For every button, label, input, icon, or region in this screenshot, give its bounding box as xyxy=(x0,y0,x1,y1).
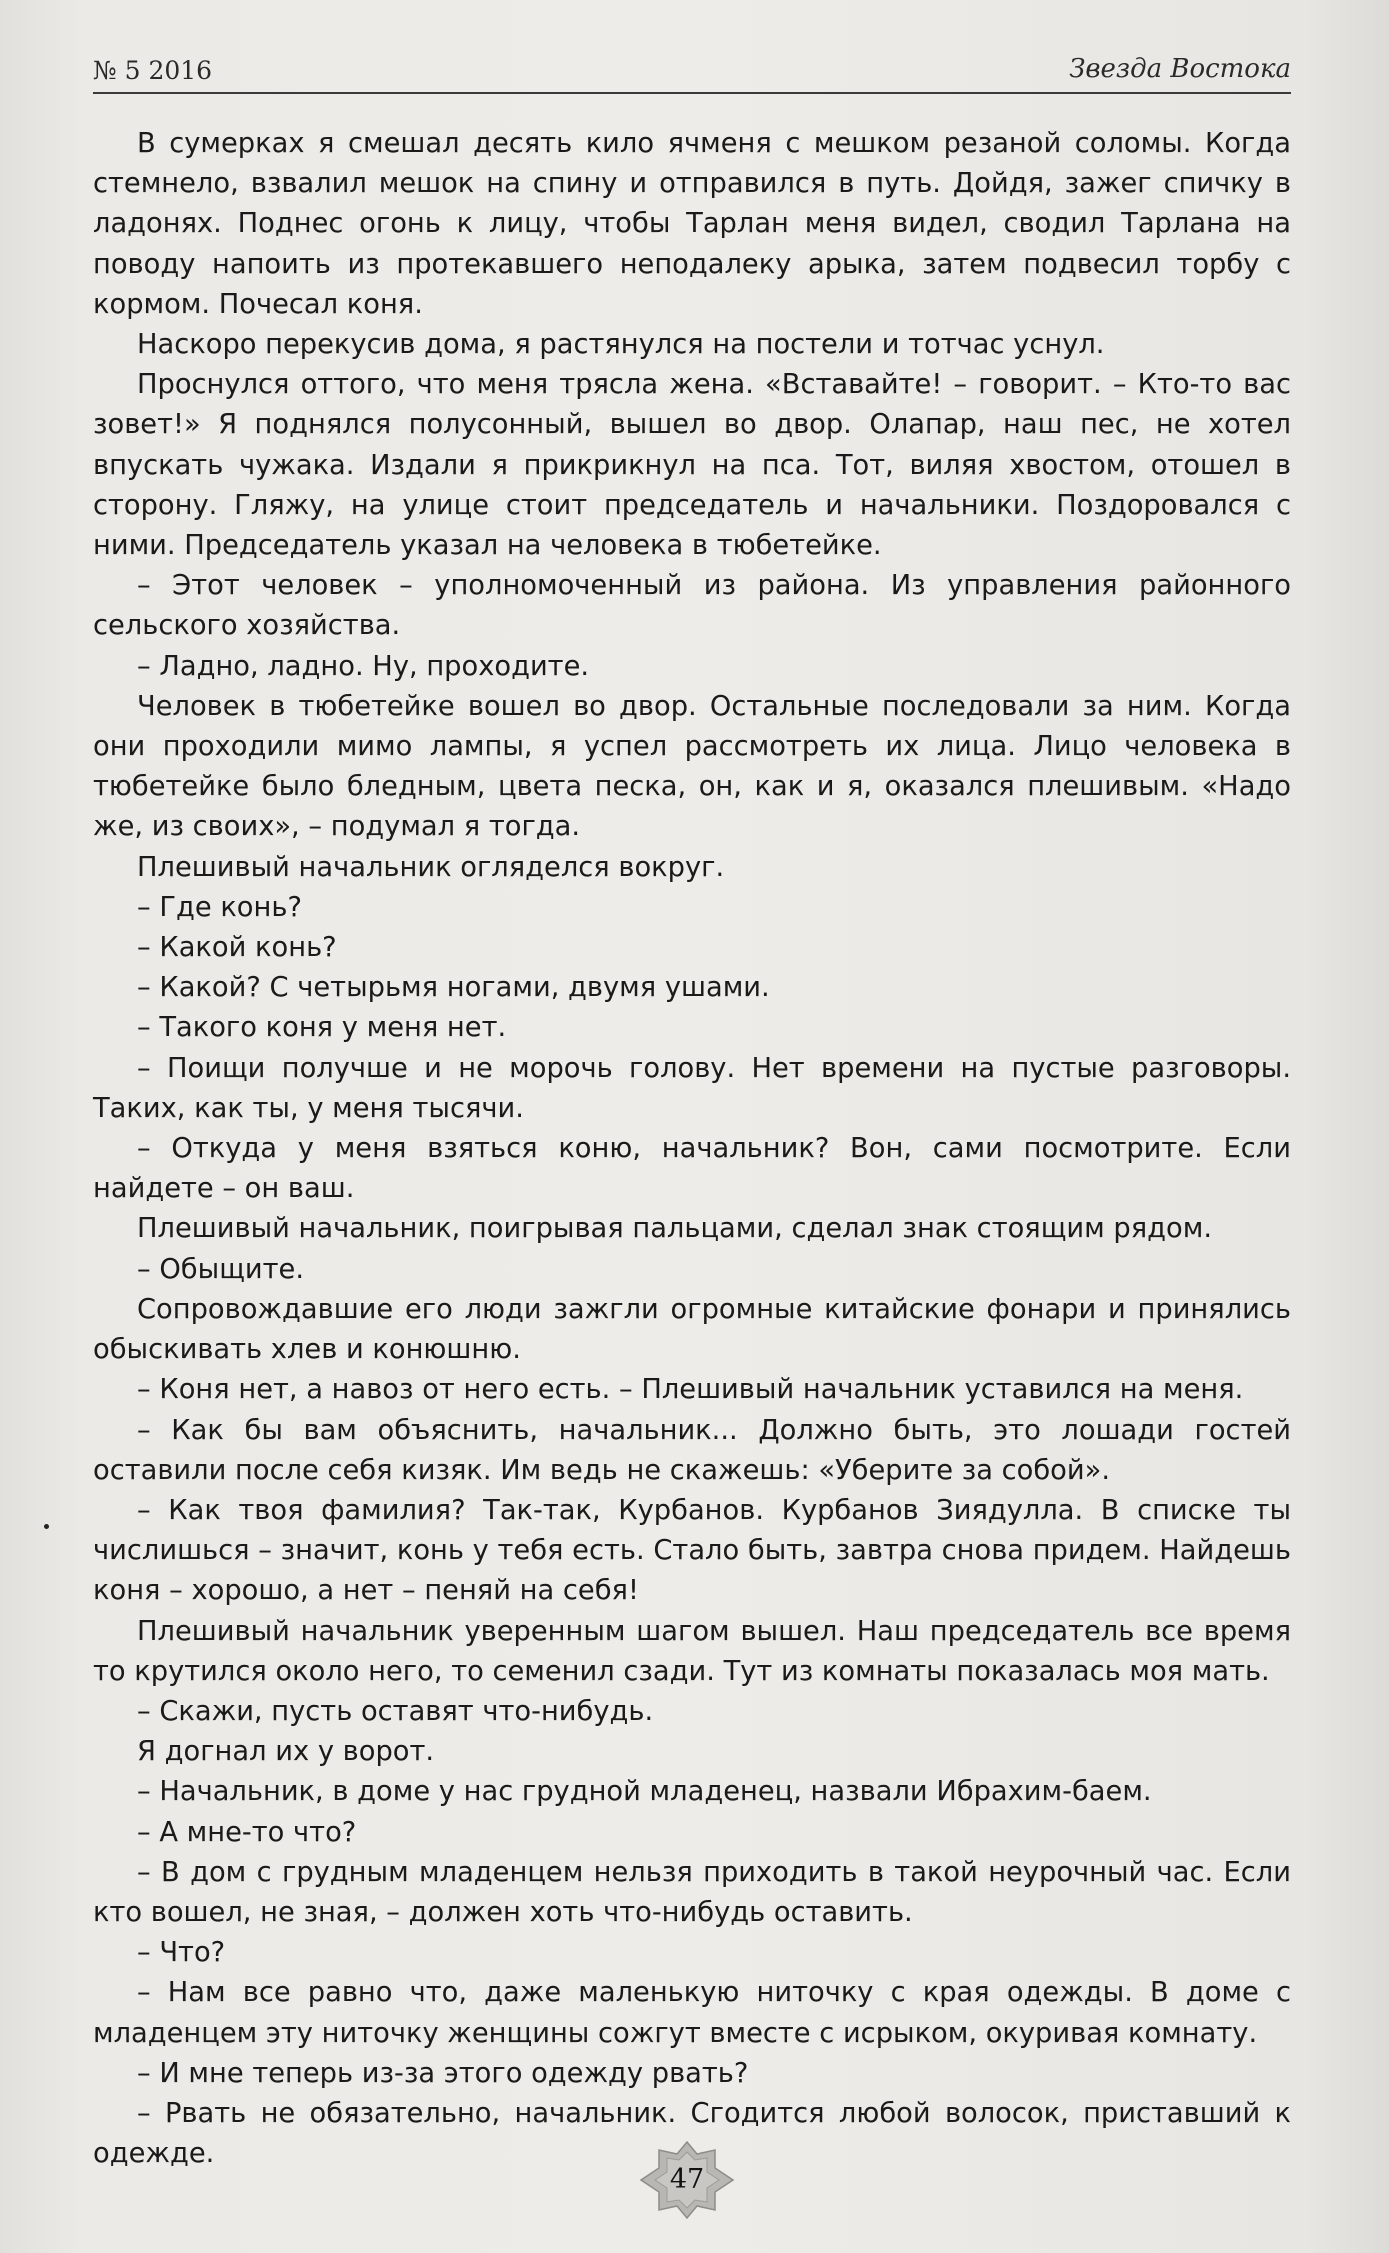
paragraph: – Такого коня у меня нет. xyxy=(137,1012,507,1044)
paragraph: – Какой? С четырьмя ногами, двумя ушами. xyxy=(137,972,770,1004)
paragraph: – И мне теперь из-за этого одежду рвать? xyxy=(137,2057,749,2089)
paragraph: Сопровождавшие его люди зажгли огромные китайские фонари и принялись обыскивать хлев и конюшню. xyxy=(93,1293,1291,1366)
print-speck xyxy=(44,1524,49,1529)
paragraph: В сумерках я смешал десять кило ячменя с мешком резаной соломы. Когда стемнело, взвалил мешок на спину и отправился в путь. Дойдя, зажег спичку в ладонях. Поднес огонь к лицу, чтобы Тарлан меня видел, сводил Тарлана на поводу напоить из протекавшего неподалеку арыка, затем подвесил торбу с кормом. Почесал коня. xyxy=(93,128,1291,320)
paragraph: – Что? xyxy=(137,1937,226,1969)
paragraph: – Ладно, ладно. Ну, проходите. xyxy=(137,650,590,682)
paragraph: – Нам все равно что, даже маленькую ниточку с края одежды. В доме с младенцем эту ниточку женщины сожгут вместе с исрыком, окуривая комнату. xyxy=(93,1977,1291,2049)
page-number-badge xyxy=(635,2140,739,2220)
paragraph: Я догнал их у ворот. xyxy=(137,1736,435,1768)
page-number: 47 xyxy=(669,2164,705,2195)
paragraph: – Какой конь? xyxy=(137,932,337,964)
paragraph: – А мне-то что? xyxy=(137,1816,357,1848)
paragraph: – Откуда у меня взяться коню, начальник? Вон, сами посмотрите. Если найдете – он ваш. xyxy=(93,1133,1291,1205)
paragraph: Плешивый начальник уверенным шагом вышел. Наш председатель все время то крутился около него, то семенил сзади. Тут из комнаты показалась моя мать. xyxy=(93,1615,1291,1687)
paragraph: – Как бы вам объяснить, начальник... Должно быть, это лошади гостей оставили после себя кизяк. Им ведь не скажешь: «Уберите за собой». xyxy=(93,1414,1291,1486)
paragraph: – Рвать не обязательно, начальник. Сгодится любой волосок, приставший к одежде. xyxy=(93,2097,1291,2170)
paragraph: – Как твоя фамилия? Так-так, Курбанов. Курбанов Зиядулла. В списке ты числишься – значит, конь у тебя есть. Стало быть, завтра снова придем. Найдешь коня – хорошо, а нет – пеняй на себя! xyxy=(93,1494,1291,1607)
body-text xyxy=(93,124,1291,2174)
magazine-title: Звезда Востока xyxy=(1069,54,1291,84)
paragraph: Плешивый начальник, поигрывая пальцами, сделал знак стоящим рядом. xyxy=(137,1213,1213,1245)
paragraph: – Коня нет, а навоз от него есть. – Плешивый начальник уставился на меня. xyxy=(137,1374,1244,1406)
paragraph: Наскоро перекусив дома, я растянулся на постели и тотчас уснул. xyxy=(137,329,1105,361)
paragraph: – Этот человек – уполномоченный из района. Из управления районного сельского хозяйства. xyxy=(93,570,1291,642)
paragraph: Плешивый начальник огляделся вокруг. xyxy=(137,851,725,883)
paragraph: – Скажи, пусть оставят что-нибудь. xyxy=(137,1695,654,1727)
paragraph: Проснулся оттого, что меня трясла жена. «Вставайте! – говорит. – Кто-то вас зовет!» Я поднялся полусонный, вышел во двор. Олапар, наш пес, не хотел впускать чужака. Издали я прикрикнул на пса. Тот, виляя хвостом, отошел в сторону. Гляжу, на улице стоит председатель и начальники. Поздоровался с ними. Председатель указал на человека в тюбетейке. xyxy=(93,369,1291,562)
paragraph: – Поищи получше и не морочь голову. Нет времени на пустые разговоры. Таких, как ты, у меня тысячи. xyxy=(93,1052,1291,1124)
paragraph: – Обыщите. xyxy=(137,1253,305,1285)
issue-number: № 5 2016 xyxy=(93,56,213,85)
running-header xyxy=(93,52,1291,94)
paragraph: – Где конь? xyxy=(137,891,302,923)
paragraph: – Начальник, в доме у нас грудной младенец, назвали Ибрахим-баем. xyxy=(137,1776,1152,1808)
paragraph: Человек в тюбетейке вошел во двор. Остальные последовали за ним. Когда они проходили мимо лампы, я успел рассмотреть их лица. Лицо человека в тюбетейке было бледным, цвета песка, он, как и я, оказался плешивым. «Надо же, из своих», – подумал я тогда. xyxy=(93,690,1291,843)
paragraph: – В дом с грудным младенцем нельзя приходить в такой неурочный час. Если кто вошел, не зная, – должен хоть что-нибудь оставить. xyxy=(93,1856,1291,1928)
